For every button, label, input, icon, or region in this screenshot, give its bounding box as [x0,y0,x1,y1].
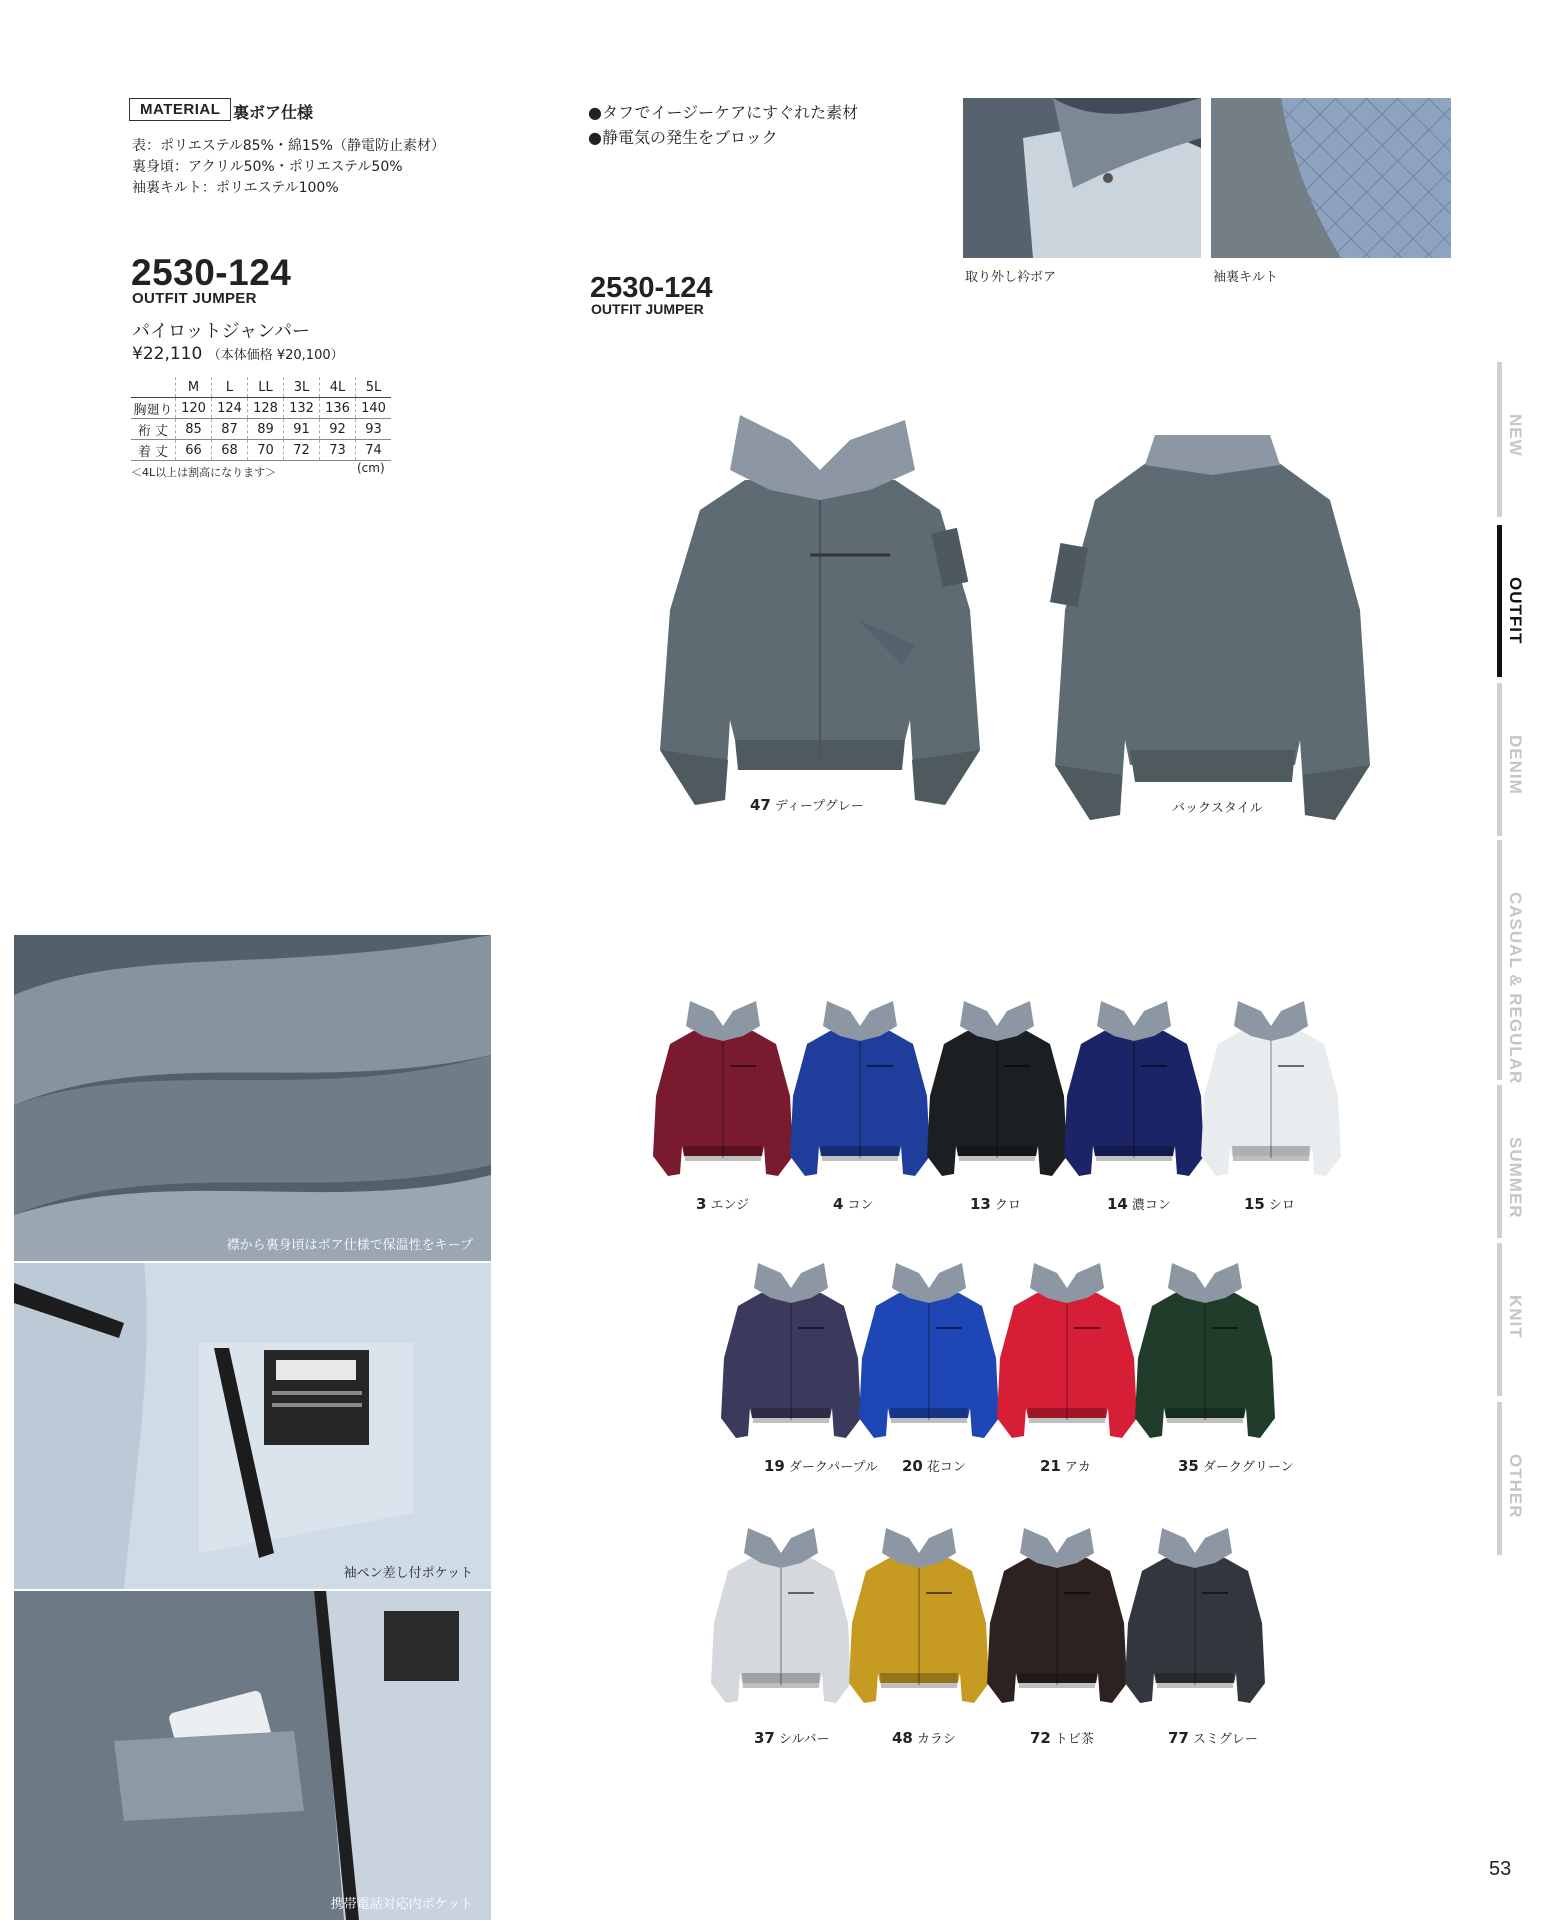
color-name: クロ [994,1198,1021,1213]
jacket-front-photo [640,410,1000,810]
color-swatch-jacket [785,996,935,1186]
color-number: 72 [1030,1729,1051,1747]
color-swatch-jacket [706,1523,856,1713]
color-name: スミグレー [1192,1732,1258,1747]
color-number: 4 [833,1195,844,1213]
color-number: 3 [696,1195,707,1213]
pen-pocket-photo [14,1263,491,1589]
size-cell: 66 [176,440,212,461]
size-cell: 74 [356,440,392,461]
color-number: 77 [1168,1729,1189,1747]
size-note: ＜4L以上は割高になります＞ [131,466,277,479]
photo-caption: 袖ペン差し付ポケット [343,1566,473,1581]
product-name: パイロットジャンパー [132,321,311,342]
color-swatch-label [892,1728,956,1747]
nav-tab-new[interactable] [1497,362,1502,517]
color-name: コン [847,1198,874,1213]
nav-tab-knit[interactable] [1497,1243,1502,1396]
product-code-repeat: 2530-124 [590,272,713,304]
detail-caption: 袖裏キルト [1213,270,1278,285]
nav-tab-casual-regular[interactable] [1497,840,1502,1080]
color-swatch-jacket [922,996,1072,1186]
size-cell: 136 [320,398,356,419]
size-row [131,398,391,419]
detail-caption: 取り外し衿ボア [965,270,1057,285]
color-swatch-jacket [854,1258,1004,1448]
size-row [131,440,391,461]
size-header: 5L [356,377,392,398]
product-series: OUTFIT JUMPER [132,290,257,307]
size-cell: 72 [284,440,320,461]
color-number: 13 [970,1195,991,1213]
color-swatch-label [1244,1194,1295,1213]
size-header [131,377,176,398]
color-swatch-label [902,1456,966,1475]
color-name: アカ [1064,1460,1091,1475]
nav-tab-denim[interactable] [1497,683,1502,836]
color-swatch-label [764,1456,878,1475]
color-swatch-jacket [648,996,798,1186]
size-cell: 91 [284,419,320,440]
color-number: 19 [764,1457,785,1475]
nav-label[interactable]: NEW [1506,414,1525,457]
size-cell: 70 [248,440,284,461]
size-table [131,377,391,461]
color-number: 21 [1040,1457,1061,1475]
color-swatch-label [1168,1728,1258,1747]
color-swatch-jacket [1120,1523,1270,1713]
photo-caption: 襟から裏身頃はボア仕様で保温性をキープ [226,1238,473,1253]
nav-tab-summer[interactable] [1497,1085,1502,1238]
color-swatch-label [1178,1456,1294,1475]
size-header: 3L [284,377,320,398]
jacket-back-photo [1040,420,1385,820]
main-photo-label [1168,797,1263,816]
color-number: 35 [1178,1457,1199,1475]
material-composition [132,136,445,199]
detail-photo-collar [963,98,1201,258]
material-title: 裏ボア仕様 [233,103,314,122]
nav-label[interactable]: SUMMER [1506,1137,1525,1219]
size-header: LL [248,377,284,398]
fur-lining-photo [14,935,491,1261]
feature-item: ●静電気の発生をブロック [588,128,778,147]
color-name: ダークパープル [788,1460,878,1475]
color-swatch-label [1040,1456,1091,1475]
color-swatch-jacket [1059,996,1209,1186]
color-swatch-label [1107,1194,1171,1213]
nav-label[interactable]: CASUAL & REGULAR [1506,892,1525,1085]
phone-pocket-photo [14,1591,491,1920]
price: ¥22,110 [132,344,203,364]
size-cell: 140 [356,398,392,419]
detail-photo-quilt [1211,98,1451,258]
size-cell: 124 [212,398,248,419]
nav-tab-outfit[interactable] [1497,525,1502,677]
size-header: L [212,377,248,398]
size-cell: 裄 丈 [131,419,176,440]
nav-label[interactable]: DENIM [1506,735,1525,795]
color-name: トビ茶 [1054,1732,1094,1747]
photo-caption: 携帯電話対応内ポケット [330,1897,473,1912]
size-cell: 89 [248,419,284,440]
color-swatch-jacket [1130,1258,1280,1448]
size-cell: 120 [176,398,212,419]
size-header: M [176,377,212,398]
color-name: ディープグレー [774,799,864,814]
product-code: 2530-124 [131,252,292,293]
color-swatch-jacket [982,1523,1132,1713]
color-name: シロ [1268,1198,1295,1213]
product-price [132,344,344,364]
nav-label[interactable]: OTHER [1506,1454,1525,1519]
size-unit: (cm) [357,461,385,475]
size-cell: 92 [320,419,356,440]
color-swatch-label [833,1194,873,1213]
product-series-repeat: OUTFIT JUMPER [591,301,704,317]
color-swatch-label [754,1728,830,1747]
color-number: 48 [892,1729,913,1747]
color-name: シルバー [778,1732,830,1747]
main-photo-label [750,795,864,814]
color-name: 濃コン [1131,1198,1171,1213]
color-number: 14 [1107,1195,1128,1213]
nav-label[interactable]: KNIT [1506,1295,1525,1339]
material-line: 裏身頃：アクリル50%・ポリエステル50% [132,159,403,175]
size-cell: 93 [356,419,392,440]
material-line: 袖裏キルト：ポリエステル100% [132,180,339,196]
material-line: 表：ポリエステル85%・綿15%（静電防止素材） [132,138,445,154]
size-header-row [131,377,391,398]
color-swatch-jacket [992,1258,1142,1448]
size-cell: 128 [248,398,284,419]
size-cell: 68 [212,440,248,461]
feature-item: ●タフでイージーケアにすぐれた素材 [588,103,859,122]
size-cell: 132 [284,398,320,419]
color-number: 15 [1244,1195,1265,1213]
color-swatch-label [696,1194,749,1213]
color-number: 37 [754,1729,775,1747]
nav-label[interactable]: OUTFIT [1506,577,1525,645]
color-number: 20 [902,1457,923,1475]
color-name: 花コン [926,1460,966,1475]
color-name: エンジ [710,1198,750,1213]
size-cell: 87 [212,419,248,440]
feature-list [588,100,858,150]
color-swatch-label [1030,1728,1094,1747]
size-cell: 胸廻り [131,398,176,419]
color-swatch-jacket [844,1523,994,1713]
size-cell: 73 [320,440,356,461]
color-number: 47 [750,796,771,814]
material-badge: MATERIAL [129,98,231,121]
color-swatch-jacket [1196,996,1346,1186]
size-cell: 85 [176,419,212,440]
size-header: 4L [320,377,356,398]
size-cell: 着 丈 [131,440,176,461]
size-row [131,419,391,440]
page-number: 53 [1489,1858,1512,1880]
color-swatch-label [970,1194,1021,1213]
color-swatch-jacket [716,1258,866,1448]
color-name: カラシ [916,1732,956,1747]
color-name: バックスタイル [1172,801,1263,816]
nav-tab-other[interactable] [1497,1402,1502,1555]
base-price: （本体価格 ¥20,100） [207,348,344,363]
color-name: ダークグリーン [1202,1460,1294,1475]
